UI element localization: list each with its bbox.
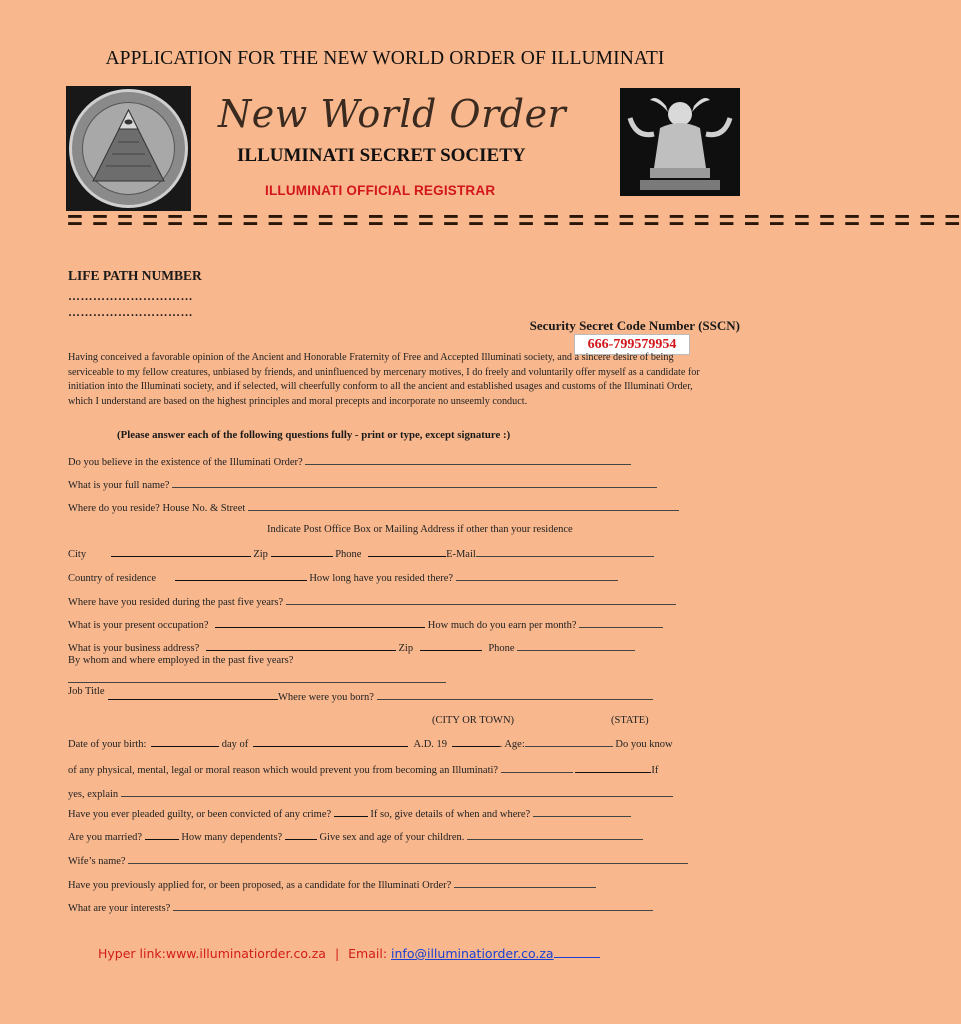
reason-line-1[interactable] <box>501 762 573 773</box>
question-believe <box>68 454 631 468</box>
website-link[interactable]: Hyper link:www.illuminatiorder.co.za <box>98 946 326 961</box>
registrar-heading: ILLUMINATI OFFICIAL REGISTRAR <box>265 183 496 198</box>
occupation-line[interactable] <box>215 617 425 628</box>
wife-label: Wife’s name? <box>68 856 126 867</box>
explain-line[interactable] <box>121 786 673 797</box>
country-line[interactable] <box>175 570 307 581</box>
born-label: Where were you born? <box>278 692 374 703</box>
born-line[interactable] <box>377 689 653 700</box>
business-row <box>68 640 635 654</box>
married-line[interactable] <box>145 829 179 840</box>
city-or-town-caption: (CITY OR TOWN) <box>432 715 515 726</box>
business-address-label: What is your business address? <box>68 643 200 654</box>
if-so-label: If so, give details of when and where? <box>370 809 531 820</box>
believe-answer-line[interactable] <box>305 454 631 465</box>
life-path-label: LIFE PATH NUMBER <box>68 268 202 283</box>
explain-row <box>68 786 673 800</box>
yes-explain-label: yes, explain <box>68 789 119 800</box>
how-long-line[interactable] <box>456 570 618 581</box>
country-label: Country of residence <box>68 573 157 584</box>
day-of-label: day of <box>221 739 249 750</box>
city-line[interactable] <box>111 546 251 557</box>
sscn-label: Security Secret Code Number (SSCN) <box>529 318 740 333</box>
page-title: APPLICATION FOR THE NEW WORLD ORDER OF ILLUMINATI <box>105 48 665 69</box>
earn-label: How much do you earn per month? <box>427 620 577 631</box>
question-reside <box>68 500 679 514</box>
question-full-name <box>68 477 657 491</box>
pleaded-row <box>68 806 631 820</box>
pleaded-line[interactable] <box>334 806 368 817</box>
business-zip-label: Zip <box>398 643 414 654</box>
email-line[interactable] <box>476 546 654 557</box>
email-link[interactable]: info@illuminatiorder.co.za <box>391 946 554 961</box>
society-subtitle: ILLUMINATI SECRET SOCIETY <box>237 145 526 166</box>
dob-day-line[interactable] <box>151 736 219 747</box>
employed-by-line[interactable] <box>68 672 446 683</box>
zip-label: Zip <box>253 549 268 560</box>
job-title-label: Job Title <box>68 686 105 697</box>
email-label: E-Mail <box>446 549 476 560</box>
ad-label: A.D. 19 <box>413 739 448 750</box>
state-caption: (STATE) <box>611 715 649 726</box>
sscn-value: 666-799579954 <box>574 334 690 355</box>
question-believe-label: Do you believe in the existence of the Illuminati Order? <box>68 457 303 468</box>
past-five-label: Where have you resided during the past five years? <box>68 597 284 608</box>
question-past-five <box>68 594 676 608</box>
reason-line-2[interactable] <box>575 762 651 773</box>
interests-label: What are your interests? <box>68 903 171 914</box>
interests-line[interactable] <box>173 900 653 911</box>
if-so-line[interactable] <box>533 806 631 817</box>
great-seal-pyramid-icon <box>66 86 191 211</box>
email-link-underline <box>554 946 600 958</box>
email-label-footer: Email: <box>348 946 388 961</box>
year-line[interactable] <box>452 736 500 747</box>
wife-line[interactable] <box>128 853 688 864</box>
applied-row <box>68 877 596 891</box>
reason-label: of any physical, mental, legal or moral reason which would prevent you from becoming an Illuminati? <box>68 765 499 776</box>
interests-row <box>68 900 653 914</box>
separator-line: = = = = = = = = = = = = = = = = = = = = = = = = = = = = = = = = = = = = <box>67 205 961 235</box>
phone-label: Phone <box>335 549 362 560</box>
dob-row <box>68 736 673 750</box>
business-zip-line[interactable] <box>420 640 482 651</box>
phone-line[interactable] <box>368 546 446 557</box>
how-long-label: How long have you resided there? <box>309 573 454 584</box>
employed-by-label: By whom and where employed in the past five years? <box>68 655 294 666</box>
age-label: . Age: <box>499 739 525 750</box>
past-five-line[interactable] <box>286 594 676 605</box>
instructions: (Please answer each of the following questions fully - print or type, except signature :) <box>117 429 511 441</box>
job-title-row <box>108 689 653 703</box>
applied-label: Have you previously applied for, or been proposed, as a candidate for the Illuminati Order? <box>68 880 452 891</box>
reside-line[interactable] <box>248 500 679 511</box>
business-phone-line[interactable] <box>517 640 635 651</box>
zip-line[interactable] <box>271 546 333 557</box>
married-row <box>68 829 643 843</box>
married-label: Are you married? <box>68 832 143 843</box>
employed-by-row <box>68 672 446 686</box>
dependents-line[interactable] <box>285 829 317 840</box>
sex-age-line[interactable] <box>467 829 643 840</box>
dependents-label: How many dependents? <box>181 832 283 843</box>
dob-month-line[interactable] <box>253 736 408 747</box>
footer-divider: | <box>334 946 340 961</box>
wife-row <box>68 853 688 867</box>
baphomet-icon <box>620 88 740 196</box>
city-label: City <box>68 549 87 560</box>
reside-label: Where do you reside? House No. & Street <box>68 503 246 514</box>
life-path-dots-1: ………………………… <box>68 289 193 303</box>
if-label: If <box>651 765 659 776</box>
occupation-row <box>68 617 663 631</box>
sex-age-label: Give sex and age of your children. <box>319 832 465 843</box>
city-row <box>68 546 654 560</box>
business-phone-label: Phone <box>488 643 515 654</box>
do-you-know-label: Do you know <box>615 739 673 750</box>
po-box-note: Indicate Post Office Box or Mailing Address if other than your residence <box>267 524 573 535</box>
new-world-order-logo: New World Order <box>218 92 567 136</box>
occupation-label: What is your present occupation? <box>68 620 209 631</box>
age-line[interactable] <box>525 736 613 747</box>
reason-row <box>68 762 658 776</box>
footer <box>98 946 600 961</box>
business-address-line[interactable] <box>206 640 396 651</box>
dob-label: Date of your birth: <box>68 739 147 750</box>
full-name-label: What is your full name? <box>68 480 170 491</box>
country-row <box>68 570 618 584</box>
applied-line[interactable] <box>454 877 596 888</box>
full-name-line[interactable] <box>172 477 657 488</box>
earn-line[interactable] <box>579 617 663 628</box>
intro-paragraph: Having conceived a favorable opinion of the Ancient and Honorable Fraternity of Free and Accepted Illuminati society, and a sincere desire of being serviceable to my fellow creatures, unbiased by friends, and uninfluenced by mercenary motives, I do freely and voluntarily offer myself as a candidate for initiation into the Illuminati society, and if selected, will cheerfully conform to all the ancient and established usages and customs of the Illuminati Order, which I understand are based on the highest principles and moral precepts and incorporate no unseemly conduct. <box>68 352 700 407</box>
life-path-dots-2: ………………………… <box>68 305 193 319</box>
pleaded-label: Have you ever pleaded guilty, or been convicted of any crime? <box>68 809 332 820</box>
job-title-line[interactable] <box>108 689 278 700</box>
